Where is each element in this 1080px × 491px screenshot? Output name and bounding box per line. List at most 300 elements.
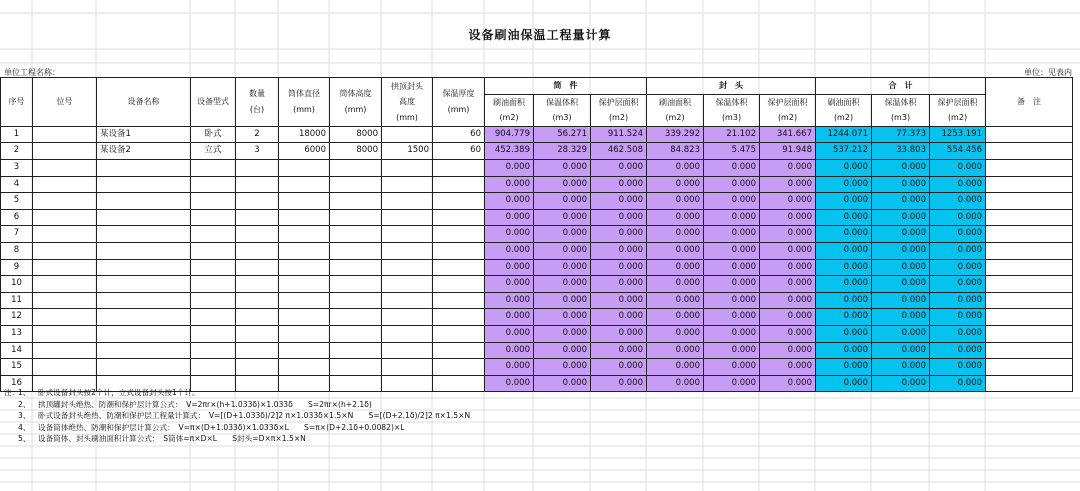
- cell-position[interactable]: [33, 309, 97, 326]
- cell-remark[interactable]: [986, 375, 1073, 392]
- cell-remark[interactable]: [986, 143, 1073, 160]
- cell-t3[interactable]: 0.000: [930, 292, 986, 309]
- cell-s2[interactable]: 0.000: [534, 375, 591, 392]
- cell-remark[interactable]: [986, 292, 1073, 309]
- cell-s1[interactable]: 0.000: [485, 176, 534, 193]
- cell-qty[interactable]: [236, 309, 279, 326]
- cell-h2[interactable]: 0.000: [704, 359, 760, 376]
- cell-dome[interactable]: [382, 292, 433, 309]
- cell-diameter[interactable]: [279, 259, 330, 276]
- cell-name[interactable]: [97, 342, 191, 359]
- cell-dome[interactable]: [382, 359, 433, 376]
- cell-diameter[interactable]: [279, 342, 330, 359]
- cell-t2[interactable]: 0.000: [872, 276, 930, 293]
- cell-qty[interactable]: [236, 159, 279, 176]
- cell-qty[interactable]: [236, 359, 279, 376]
- cell-dome[interactable]: [382, 242, 433, 259]
- cell-t2[interactable]: 0.000: [872, 292, 930, 309]
- cell-s1[interactable]: 0.000: [485, 209, 534, 226]
- cell-position[interactable]: [33, 242, 97, 259]
- cell-diameter[interactable]: [279, 325, 330, 342]
- cell-t1[interactable]: 0.000: [816, 325, 872, 342]
- cell-type[interactable]: 卧式: [191, 126, 236, 143]
- cell-seq[interactable]: 13: [1, 325, 33, 342]
- cell-t1[interactable]: 0.000: [816, 359, 872, 376]
- cell-dome[interactable]: [382, 309, 433, 326]
- table-row: [1, 276, 1073, 293]
- cell-diameter[interactable]: [279, 276, 330, 293]
- cell-seq[interactable]: 2: [1, 143, 33, 160]
- cell-height[interactable]: [330, 193, 382, 210]
- cell-t2[interactable]: 0.000: [872, 309, 930, 326]
- cell-name[interactable]: [97, 259, 191, 276]
- cell-s2[interactable]: 0.000: [534, 209, 591, 226]
- cell-height[interactable]: [330, 309, 382, 326]
- cell-height[interactable]: [330, 176, 382, 193]
- cell-height[interactable]: [330, 209, 382, 226]
- cell-qty[interactable]: [236, 325, 279, 342]
- cell-dome[interactable]: 1500: [382, 143, 433, 160]
- cell-t3[interactable]: 0.000: [930, 325, 986, 342]
- cell-t1[interactable]: 0.000: [816, 309, 872, 326]
- cell-h1[interactable]: 0.000: [647, 276, 704, 293]
- cell-s2[interactable]: 0.000: [534, 176, 591, 193]
- cell-dome[interactable]: [382, 159, 433, 176]
- cell-t1[interactable]: 0.000: [816, 159, 872, 176]
- cell-remark[interactable]: [986, 193, 1073, 210]
- cell-s1[interactable]: 452.389: [485, 143, 534, 160]
- cell-dome[interactable]: [382, 325, 433, 342]
- cell-t3[interactable]: 0.000: [930, 159, 986, 176]
- cell-thickness[interactable]: 60: [433, 143, 485, 160]
- cell-dome[interactable]: [382, 276, 433, 293]
- cell-s1[interactable]: 0.000: [485, 292, 534, 309]
- cell-t2[interactable]: 0.000: [872, 226, 930, 243]
- cell-t3[interactable]: 0.000: [930, 276, 986, 293]
- cell-position[interactable]: [33, 126, 97, 143]
- cell-t2[interactable]: 0.000: [872, 176, 930, 193]
- cell-seq[interactable]: 10: [1, 276, 33, 293]
- cell-name[interactable]: [97, 193, 191, 210]
- cell-s1[interactable]: 0.000: [485, 375, 534, 392]
- cell-h2[interactable]: 0.000: [704, 342, 760, 359]
- cell-h3[interactable]: 0.000: [760, 193, 816, 210]
- cell-height[interactable]: [330, 325, 382, 342]
- cell-position[interactable]: [33, 342, 97, 359]
- cell-diameter[interactable]: [279, 292, 330, 309]
- cell-t1[interactable]: 0.000: [816, 226, 872, 243]
- cell-diameter[interactable]: [279, 359, 330, 376]
- cell-qty[interactable]: [236, 292, 279, 309]
- cell-name[interactable]: [97, 226, 191, 243]
- cell-qty[interactable]: [236, 176, 279, 193]
- cell-remark[interactable]: [986, 325, 1073, 342]
- cell-diameter[interactable]: 6000: [279, 143, 330, 160]
- cell-diameter[interactable]: [279, 242, 330, 259]
- cell-type[interactable]: [191, 259, 236, 276]
- cell-diameter[interactable]: [279, 309, 330, 326]
- cell-s2[interactable]: 0.000: [534, 359, 591, 376]
- cell-t3[interactable]: 0.000: [930, 359, 986, 376]
- cell-s2[interactable]: 0.000: [534, 259, 591, 276]
- cell-t2[interactable]: 0.000: [872, 342, 930, 359]
- cell-t2[interactable]: 33.803: [872, 143, 930, 160]
- cell-t1[interactable]: 0.000: [816, 209, 872, 226]
- cell-h2[interactable]: 0.000: [704, 193, 760, 210]
- cell-s3[interactable]: 0.000: [591, 292, 647, 309]
- cell-remark[interactable]: [986, 342, 1073, 359]
- cell-h3[interactable]: 0.000: [760, 309, 816, 326]
- cell-h2[interactable]: 0.000: [704, 325, 760, 342]
- cell-s1[interactable]: 0.000: [485, 193, 534, 210]
- cell-h2[interactable]: 5.475: [704, 143, 760, 160]
- cell-type[interactable]: [191, 359, 236, 376]
- cell-s2[interactable]: 0.000: [534, 342, 591, 359]
- cell-thickness[interactable]: [433, 292, 485, 309]
- cell-t3[interactable]: 0.000: [930, 242, 986, 259]
- cell-h3[interactable]: 0.000: [760, 209, 816, 226]
- cell-dome[interactable]: [382, 226, 433, 243]
- cell-h2[interactable]: 0.000: [704, 309, 760, 326]
- cell-name[interactable]: [97, 242, 191, 259]
- cell-s3[interactable]: 0.000: [591, 359, 647, 376]
- cell-t3[interactable]: 0.000: [930, 193, 986, 210]
- cell-h1[interactable]: 0.000: [647, 309, 704, 326]
- cell-h3[interactable]: 0.000: [760, 276, 816, 293]
- cell-s2[interactable]: 56.271: [534, 126, 591, 143]
- cell-h1[interactable]: 0.000: [647, 226, 704, 243]
- cell-h1[interactable]: 0.000: [647, 325, 704, 342]
- cell-height[interactable]: [330, 159, 382, 176]
- cell-h3[interactable]: 91.948: [760, 143, 816, 160]
- cell-qty[interactable]: [236, 226, 279, 243]
- cell-s2[interactable]: 0.000: [534, 309, 591, 326]
- cell-h2[interactable]: 0.000: [704, 176, 760, 193]
- cell-seq[interactable]: 3: [1, 159, 33, 176]
- cell-diameter[interactable]: [279, 226, 330, 243]
- cell-t2[interactable]: 0.000: [872, 325, 930, 342]
- cell-thickness[interactable]: [433, 159, 485, 176]
- cell-t2[interactable]: 0.000: [872, 242, 930, 259]
- cell-s3[interactable]: 0.000: [591, 193, 647, 210]
- cell-dome[interactable]: [382, 259, 433, 276]
- cell-seq[interactable]: 7: [1, 226, 33, 243]
- cell-position[interactable]: [33, 259, 97, 276]
- cell-seq[interactable]: 12: [1, 309, 33, 326]
- cell-thickness[interactable]: [433, 259, 485, 276]
- cell-position[interactable]: [33, 226, 97, 243]
- cell-thickness[interactable]: [433, 309, 485, 326]
- cell-remark[interactable]: [986, 226, 1073, 243]
- cell-type[interactable]: [191, 325, 236, 342]
- cell-height[interactable]: [330, 259, 382, 276]
- cell-diameter[interactable]: [279, 193, 330, 210]
- cell-diameter[interactable]: [279, 176, 330, 193]
- cell-h3[interactable]: 0.000: [760, 226, 816, 243]
- cell-name[interactable]: [97, 325, 191, 342]
- cell-thickness[interactable]: [433, 325, 485, 342]
- cell-height[interactable]: [330, 242, 382, 259]
- cell-t2[interactable]: 0.000: [872, 259, 930, 276]
- cell-thickness[interactable]: [433, 209, 485, 226]
- cell-h3[interactable]: 0.000: [760, 259, 816, 276]
- cell-h1[interactable]: 0.000: [647, 359, 704, 376]
- cell-seq[interactable]: 5: [1, 193, 33, 210]
- cell-position[interactable]: [33, 276, 97, 293]
- cell-position[interactable]: [33, 143, 97, 160]
- cell-type[interactable]: [191, 176, 236, 193]
- cell-t3[interactable]: 554.456: [930, 143, 986, 160]
- cell-h1[interactable]: 339.292: [647, 126, 704, 143]
- cell-h1[interactable]: 0.000: [647, 342, 704, 359]
- cell-t1[interactable]: 0.000: [816, 259, 872, 276]
- cell-t3[interactable]: 1253.191: [930, 126, 986, 143]
- cell-s1[interactable]: 0.000: [485, 359, 534, 376]
- cell-seq[interactable]: 11: [1, 292, 33, 309]
- cell-name[interactable]: [97, 276, 191, 293]
- cell-type[interactable]: 立式: [191, 143, 236, 160]
- cell-seq[interactable]: 16: [1, 375, 33, 392]
- header-line: (m2): [608, 113, 629, 123]
- cell-s3[interactable]: 462.508: [591, 143, 647, 160]
- cell-qty[interactable]: [236, 342, 279, 359]
- cell-h3[interactable]: 0.000: [760, 375, 816, 392]
- cell-h1[interactable]: 0.000: [647, 159, 704, 176]
- cell-s3[interactable]: 0.000: [591, 259, 647, 276]
- cell-height[interactable]: [330, 276, 382, 293]
- cell-type[interactable]: [191, 292, 236, 309]
- cell-s2[interactable]: 0.000: [534, 193, 591, 210]
- cell-h2[interactable]: 0.000: [704, 259, 760, 276]
- sheet-title: 设备刷油保温工程量计算: [468, 28, 612, 42]
- cell-h1[interactable]: 0.000: [647, 259, 704, 276]
- cell-s2[interactable]: 0.000: [534, 276, 591, 293]
- cell-h2[interactable]: 0.000: [704, 292, 760, 309]
- cell-s1[interactable]: 0.000: [485, 242, 534, 259]
- cell-remark[interactable]: [986, 176, 1073, 193]
- cell-t2[interactable]: 0.000: [872, 375, 930, 392]
- cell-s1[interactable]: 904.779: [485, 126, 534, 143]
- cell-dome[interactable]: [382, 176, 433, 193]
- cell-s1[interactable]: 0.000: [485, 276, 534, 293]
- cell-s1[interactable]: 0.000: [485, 159, 534, 176]
- cell-s2[interactable]: 0.000: [534, 292, 591, 309]
- cell-h3[interactable]: 0.000: [760, 325, 816, 342]
- cell-type[interactable]: [191, 159, 236, 176]
- cell-qty[interactable]: [236, 193, 279, 210]
- cell-h3[interactable]: 0.000: [760, 292, 816, 309]
- cell-t3[interactable]: 0.000: [930, 226, 986, 243]
- cell-thickness[interactable]: [433, 176, 485, 193]
- cell-position[interactable]: [33, 292, 97, 309]
- cell-s2[interactable]: 0.000: [534, 242, 591, 259]
- cell-s3[interactable]: 0.000: [591, 375, 647, 392]
- cell-h2[interactable]: 0.000: [704, 242, 760, 259]
- cell-type[interactable]: [191, 309, 236, 326]
- cell-h1[interactable]: 0.000: [647, 193, 704, 210]
- header-line: 保温体积: [715, 97, 748, 107]
- cell-t3[interactable]: 0.000: [930, 209, 986, 226]
- cell-h3[interactable]: 0.000: [760, 159, 816, 176]
- cell-qty[interactable]: 2: [236, 126, 279, 143]
- cell-remark[interactable]: [986, 276, 1073, 293]
- cell-t1[interactable]: 0.000: [816, 276, 872, 293]
- cell-seq[interactable]: 9: [1, 259, 33, 276]
- cell-type[interactable]: [191, 226, 236, 243]
- cell-dome[interactable]: [382, 193, 433, 210]
- cell-t1[interactable]: 0.000: [816, 375, 872, 392]
- cell-h2[interactable]: 0.000: [704, 276, 760, 293]
- cell-type[interactable]: [191, 342, 236, 359]
- cell-dome[interactable]: [382, 126, 433, 143]
- cell-thickness[interactable]: [433, 226, 485, 243]
- cell-h1[interactable]: 0.000: [647, 242, 704, 259]
- cell-position[interactable]: [33, 193, 97, 210]
- cell-name[interactable]: [97, 292, 191, 309]
- cell-s3[interactable]: 0.000: [591, 325, 647, 342]
- cell-diameter[interactable]: 18000: [279, 126, 330, 143]
- cell-s3[interactable]: 0.000: [591, 276, 647, 293]
- cell-type[interactable]: [191, 276, 236, 293]
- cell-thickness[interactable]: [433, 242, 485, 259]
- cell-s3[interactable]: 0.000: [591, 242, 647, 259]
- cell-position[interactable]: [33, 325, 97, 342]
- cell-t1[interactable]: 1244.071: [816, 126, 872, 143]
- cell-t2[interactable]: 0.000: [872, 209, 930, 226]
- cell-qty[interactable]: [236, 209, 279, 226]
- cell-dome[interactable]: [382, 209, 433, 226]
- cell-type[interactable]: [191, 242, 236, 259]
- cell-remark[interactable]: [986, 309, 1073, 326]
- cell-h1[interactable]: 0.000: [647, 375, 704, 392]
- cell-h1[interactable]: 0.000: [647, 209, 704, 226]
- cell-thickness[interactable]: [433, 276, 485, 293]
- cell-h1[interactable]: 0.000: [647, 176, 704, 193]
- cell-s1[interactable]: 0.000: [485, 259, 534, 276]
- cell-name[interactable]: [97, 159, 191, 176]
- cell-seq[interactable]: 4: [1, 176, 33, 193]
- cell-diameter[interactable]: [279, 159, 330, 176]
- cell-height[interactable]: 8000: [330, 143, 382, 160]
- cell-s1[interactable]: 0.000: [485, 309, 534, 326]
- cell-position[interactable]: [33, 159, 97, 176]
- cell-s1[interactable]: 0.000: [485, 226, 534, 243]
- cell-qty[interactable]: [236, 276, 279, 293]
- cell-remark[interactable]: [986, 359, 1073, 376]
- cell-remark[interactable]: [986, 209, 1073, 226]
- cell-seq[interactable]: 15: [1, 359, 33, 376]
- cell-t1[interactable]: 0.000: [816, 292, 872, 309]
- cell-qty[interactable]: [236, 242, 279, 259]
- cell-seq[interactable]: 1: [1, 126, 33, 143]
- cell-t3[interactable]: 0.000: [930, 309, 986, 326]
- cell-t1[interactable]: 0.000: [816, 193, 872, 210]
- cell-thickness[interactable]: [433, 342, 485, 359]
- cell-t2[interactable]: 0.000: [872, 159, 930, 176]
- cell-height[interactable]: 8000: [330, 126, 382, 143]
- cell-position[interactable]: [33, 359, 97, 376]
- cell-t2[interactable]: 0.000: [872, 193, 930, 210]
- cell-h2[interactable]: 0.000: [704, 226, 760, 243]
- cell-h3[interactable]: 0.000: [760, 359, 816, 376]
- cell-s2[interactable]: 0.000: [534, 226, 591, 243]
- cell-h3[interactable]: 341.667: [760, 126, 816, 143]
- cell-name[interactable]: [97, 176, 191, 193]
- cell-t3[interactable]: 0.000: [930, 375, 986, 392]
- cell-t3[interactable]: 0.000: [930, 259, 986, 276]
- cell-s3[interactable]: 0.000: [591, 176, 647, 193]
- cell-s3[interactable]: 911.524: [591, 126, 647, 143]
- cell-h1[interactable]: 84.823: [647, 143, 704, 160]
- cell-t3[interactable]: 0.000: [930, 176, 986, 193]
- cell-h3[interactable]: 0.000: [760, 176, 816, 193]
- cell-h3[interactable]: 0.000: [760, 342, 816, 359]
- cell-height[interactable]: [330, 342, 382, 359]
- cell-t1[interactable]: 0.000: [816, 176, 872, 193]
- cell-qty[interactable]: [236, 259, 279, 276]
- cell-qty[interactable]: 3: [236, 143, 279, 160]
- cell-t3[interactable]: 0.000: [930, 342, 986, 359]
- cell-s3[interactable]: 0.000: [591, 226, 647, 243]
- cell-s3[interactable]: 0.000: [591, 309, 647, 326]
- cell-h2[interactable]: 0.000: [704, 209, 760, 226]
- cell-t2[interactable]: 0.000: [872, 359, 930, 376]
- cell-s2[interactable]: 0.000: [534, 325, 591, 342]
- cell-seq[interactable]: 8: [1, 242, 33, 259]
- cell-h1[interactable]: 0.000: [647, 292, 704, 309]
- cell-t1[interactable]: 537.212: [816, 143, 872, 160]
- cell-thickness[interactable]: 60: [433, 126, 485, 143]
- cell-remark[interactable]: [986, 242, 1073, 259]
- cell-s3[interactable]: 0.000: [591, 209, 647, 226]
- cell-name[interactable]: [97, 359, 191, 376]
- cell-name[interactable]: 某设备1: [97, 126, 191, 143]
- cell-s3[interactable]: 0.000: [591, 159, 647, 176]
- cell-remark[interactable]: [986, 159, 1073, 176]
- cell-type[interactable]: [191, 209, 236, 226]
- cell-seq[interactable]: 6: [1, 209, 33, 226]
- cell-thickness[interactable]: [433, 193, 485, 210]
- cell-s2[interactable]: 28.329: [534, 143, 591, 160]
- cell-t2[interactable]: 77.373: [872, 126, 930, 143]
- cell-diameter[interactable]: [279, 209, 330, 226]
- cell-remark[interactable]: [986, 126, 1073, 143]
- cell-name[interactable]: [97, 309, 191, 326]
- cell-s3[interactable]: 0.000: [591, 342, 647, 359]
- cell-name[interactable]: [97, 209, 191, 226]
- cell-name[interactable]: 某设备2: [97, 143, 191, 160]
- cell-dome[interactable]: [382, 342, 433, 359]
- cell-h2[interactable]: 21.102: [704, 126, 760, 143]
- cell-t1[interactable]: 0.000: [816, 342, 872, 359]
- cell-position[interactable]: [33, 176, 97, 193]
- cell-height[interactable]: [330, 359, 382, 376]
- cell-h2[interactable]: 0.000: [704, 159, 760, 176]
- cell-type[interactable]: [191, 193, 236, 210]
- cell-s2[interactable]: 0.000: [534, 159, 591, 176]
- cell-h2[interactable]: 0.000: [704, 375, 760, 392]
- cell-h3[interactable]: 0.000: [760, 242, 816, 259]
- cell-s1[interactable]: 0.000: [485, 325, 534, 342]
- cell-position[interactable]: [33, 209, 97, 226]
- cell-height[interactable]: [330, 226, 382, 243]
- cell-seq[interactable]: 14: [1, 342, 33, 359]
- cell-t1[interactable]: 0.000: [816, 242, 872, 259]
- cell-s1[interactable]: 0.000: [485, 342, 534, 359]
- cell-remark[interactable]: [986, 259, 1073, 276]
- cell-height[interactable]: [330, 292, 382, 309]
- cell-thickness[interactable]: [433, 359, 485, 376]
